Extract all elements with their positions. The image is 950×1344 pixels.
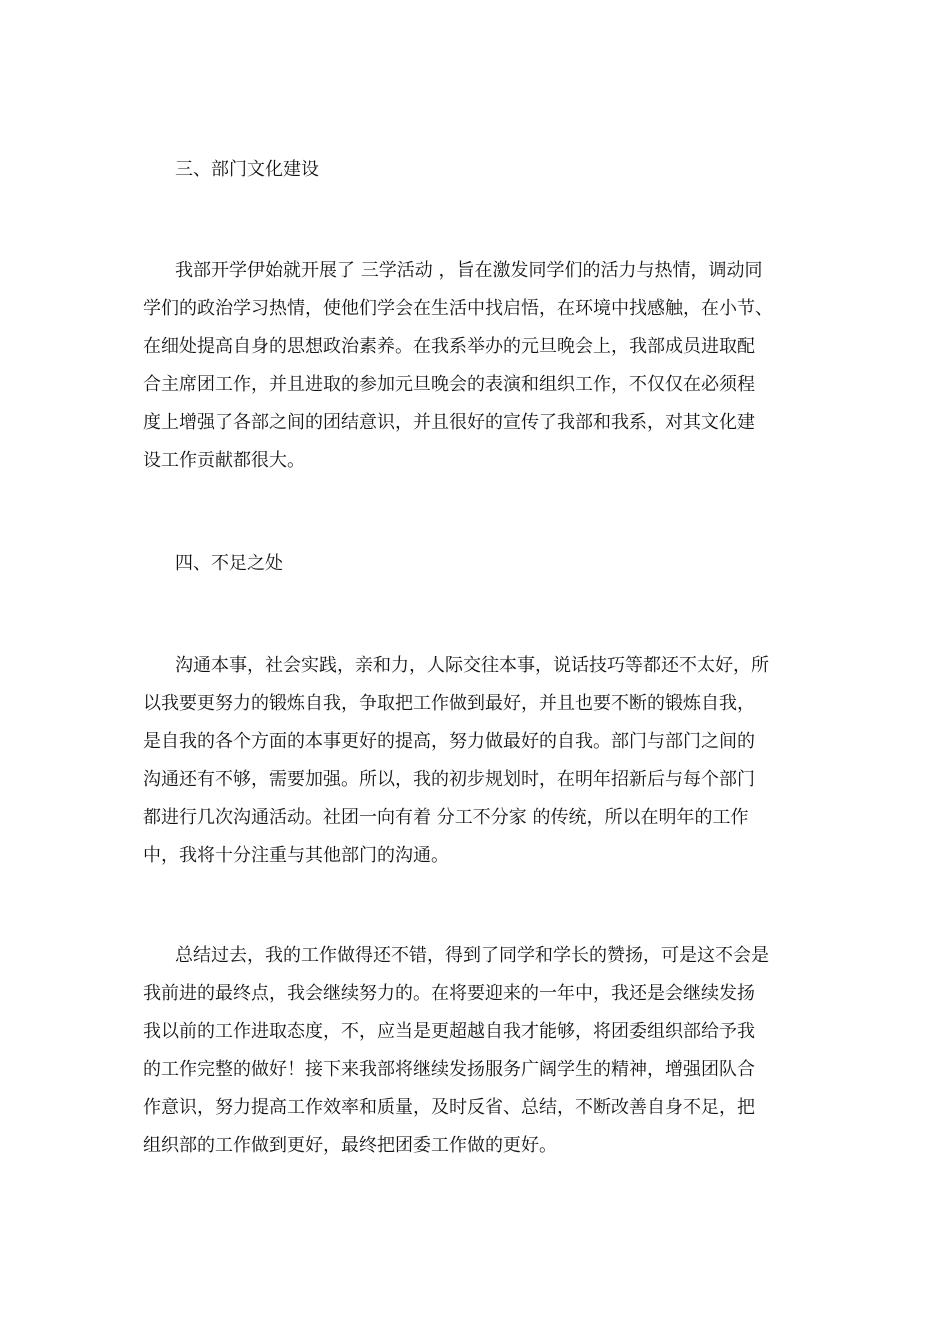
paragraph-line: 设工作贡献都很大。 bbox=[143, 450, 305, 471]
paragraph-line: 我前进的最终点，我会继续努力的。在将要迎来的一年中，我还是会继续发扬 bbox=[143, 983, 755, 1004]
paragraph-line: 作意识，努力提高工作效率和质量，及时反省、总结，不断改善自身不足，把 bbox=[143, 1097, 755, 1118]
paragraph-line: 以我要更努力的锻炼自我，争取把工作做到最好，并且也要不断的锻炼自我， bbox=[143, 693, 755, 714]
paragraph-line: 沟通本事，社会实践，亲和力，人际交往本事，说话技巧等都还不太好，所 bbox=[175, 655, 769, 676]
section-heading-culture: 三、部门文化建设 bbox=[175, 159, 319, 180]
paragraph-line: 是自我的各个方面的本事更好的提高，努力做最好的自我。部门与部门之间的 bbox=[143, 731, 755, 752]
paragraph-summary bbox=[143, 937, 823, 1165]
paragraph-line: 中，我将十分注重与其他部门的沟通。 bbox=[143, 845, 449, 866]
paragraph-line: 学们的政治学习热情，使他们学会在生活中找启悟，在环境中找感触，在小节、 bbox=[143, 298, 773, 319]
paragraph-line: 合主席团工作，并且进取的参加元旦晚会的表演和组织工作，不仅仅在必须程 bbox=[143, 374, 755, 395]
section-heading-shortcomings: 四、不足之处 bbox=[175, 553, 283, 574]
paragraph-line: 都进行几次沟通活动。社团一向有着 分工不分家 的传统，所以在明年的工作 bbox=[143, 807, 749, 828]
paragraph-line: 我以前的工作进取态度，不，应当是更超越自我才能够，将团委组织部给予我 bbox=[143, 1021, 755, 1042]
paragraph-line: 的工作完整的做好！接下来我部将继续发扬服务广阔学生的精神，增强团队合 bbox=[143, 1059, 755, 1080]
paragraph-line: 在细处提高自身的思想政治素养。在我系举办的元旦晚会上，我部成员进取配 bbox=[143, 336, 755, 357]
paragraph-shortcomings bbox=[143, 647, 823, 875]
paragraph-line: 沟通还有不够，需要加强。所以，我的初步规划时，在明年招新后与每个部门 bbox=[143, 769, 755, 790]
paragraph-culture bbox=[143, 252, 823, 480]
paragraph-line: 总结过去，我的工作做得还不错，得到了同学和学长的赞扬，可是这不会是 bbox=[175, 945, 769, 966]
paragraph-line: 度上增强了各部之间的团结意识，并且很好的宣传了我部和我系，对其文化建 bbox=[143, 412, 755, 433]
paragraph-line: 我部开学伊始就开展了 三学活动 ，旨在激发同学们的活力与热情，调动同 bbox=[175, 260, 763, 281]
paragraph-line: 组织部的工作做到更好，最终把团委工作做的更好。 bbox=[143, 1135, 557, 1156]
